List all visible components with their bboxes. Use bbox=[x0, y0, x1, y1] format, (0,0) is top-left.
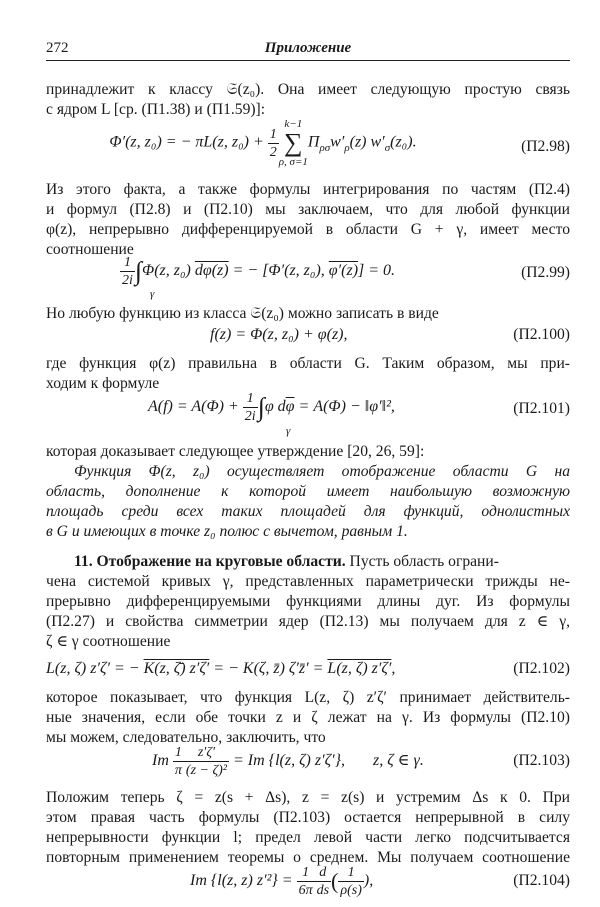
page-number: 272 bbox=[46, 40, 69, 56]
integral-subscript: γ bbox=[150, 288, 155, 300]
eq-term: L(z, ζ) z′ζ′ = − bbox=[46, 660, 144, 677]
eq-term: ), bbox=[363, 872, 374, 890]
eq-conjugate: dφ(z) bbox=[194, 262, 229, 280]
text-line: Из этого факта, а также формулы интегрирования по частям (П2.4) bbox=[46, 181, 570, 198]
frac-num: 1 bbox=[269, 126, 277, 142]
equation-number: (П2.102) bbox=[513, 660, 570, 677]
summation: k−1 ∑ ρ, σ=1 bbox=[278, 118, 308, 168]
fraction bbox=[338, 864, 364, 899]
eq-lhs: A(f) = A(Φ) + bbox=[148, 398, 243, 416]
eq-conjugate: L(z, ζ) z′ζ′ bbox=[327, 660, 392, 677]
eq-sub: σ bbox=[384, 141, 391, 154]
eq-term: Φ(z, z₀) bbox=[142, 262, 195, 280]
text-line: где функция φ(z) правильна в области G. Таким образом, мы при- bbox=[46, 355, 570, 372]
text-line: с ядром L [ср. (П1.38) и (П1.59)]: bbox=[46, 101, 266, 118]
eq-term: = Im {l(z, ζ) z′ζ′}, bbox=[229, 752, 345, 770]
text-line: прерывно дифференцируемыми функциями длины дуг. Из формулы bbox=[46, 593, 570, 610]
equation-number: (П2.99) bbox=[521, 264, 570, 281]
text-line: φ(z), непрерывно дифференцируемой в области G + γ, имеет место bbox=[46, 221, 570, 238]
theorem-line: область, дополнение к которой имеет наибольшую возможную bbox=[46, 483, 570, 500]
fraction bbox=[243, 390, 258, 425]
text-span: Пусть область ограни- bbox=[345, 553, 499, 570]
fraction bbox=[120, 254, 135, 289]
text-line: (П2.27) и свойства симметрии ядер (П2.13) мы получаем для z ∈ γ, bbox=[46, 613, 570, 630]
frac-num: 1 bbox=[297, 864, 315, 882]
text-line: ные значения, если обе точки z и ζ лежат на γ. Из формулы (П2.10) bbox=[46, 709, 570, 726]
eq-conjugate: φ′(z) bbox=[328, 262, 359, 280]
eq-term: = − [Φ′(z, z₀), bbox=[228, 262, 329, 280]
eq-sub: ρσ bbox=[319, 141, 331, 154]
eq-term: = − K(ζ, z̄) ζ′z̄′ = bbox=[209, 660, 328, 677]
page-header bbox=[46, 38, 570, 61]
eq-term: (z₀). bbox=[390, 133, 417, 151]
eq-term: ] = 0. bbox=[358, 262, 396, 280]
paren-open: ( bbox=[331, 868, 339, 894]
equation-number: (П2.98) bbox=[521, 138, 570, 155]
integral-subscript: γ bbox=[286, 425, 291, 437]
fraction bbox=[315, 864, 331, 899]
sum-lower: ρ, σ=1 bbox=[278, 156, 308, 168]
frac-den: 2 bbox=[269, 144, 277, 160]
text-line: ζ ∈ γ соотношение bbox=[46, 633, 171, 650]
running-head: Приложение bbox=[264, 40, 352, 56]
eq-conjugate: K(z, ζ̄) z′ζ′ bbox=[143, 660, 210, 677]
frac-den: 2i bbox=[244, 409, 256, 424]
text-line: которое показывает, что функция L(z, ζ) z′ζ′ принимает действитель- bbox=[46, 689, 570, 706]
frac-num: 1 bbox=[243, 390, 258, 408]
eq-lhs: Φ′(z, z₀) = − πL(z, z₀) + bbox=[109, 133, 268, 151]
text-line: повторным применением теоремы о среднем. Мы получаем соотношение bbox=[46, 849, 570, 866]
fraction bbox=[297, 864, 315, 899]
text-line: Положим теперь ζ = z(s + Δs), z = z(s) и устремим Δs к 0. При bbox=[46, 789, 570, 806]
theorem-line: площадь среди всех таких площадей для функций, однолистных bbox=[46, 503, 570, 520]
equation-number: (П2.100) bbox=[513, 326, 570, 343]
text-line: Но любую функцию из класса 𝔖(z₀) можно записать в виде bbox=[46, 305, 439, 322]
fraction bbox=[268, 126, 279, 161]
frac-den: 6π bbox=[298, 883, 313, 898]
text-line: непрерывности функции l; предел левой части легко подсчитывается bbox=[46, 829, 570, 846]
text-line: этом правая часть формулы (П2.103) остается непрерывной в силу bbox=[46, 809, 570, 826]
eq-term: Π bbox=[307, 133, 320, 151]
eq-term: z, ζ ∈ γ. bbox=[372, 752, 424, 770]
theorem-line: в G и имеющих в точке z₀ полюс с вычетом, равным 1. bbox=[46, 523, 408, 540]
eq-term: , bbox=[391, 660, 396, 677]
frac-den: (z − ζ)² bbox=[185, 763, 227, 778]
frac-den: 2i bbox=[122, 273, 133, 288]
section-title: 11. Отображение на круговые области. bbox=[74, 553, 346, 570]
text-line: и формул (П2.8) и (П2.10) мы заключаем, что для любой функции bbox=[46, 201, 570, 218]
text-line: ходим к формуле bbox=[46, 375, 160, 392]
equation-p2-101 bbox=[148, 390, 468, 425]
text-line: соотношение bbox=[46, 241, 134, 258]
sum-upper: k−1 bbox=[284, 118, 303, 130]
section-heading-line bbox=[46, 552, 570, 572]
eq-term: = A(Φ) − ‖φ′‖², bbox=[294, 398, 395, 416]
fraction bbox=[173, 744, 184, 779]
frac-num: 1 bbox=[120, 254, 135, 272]
equation-number: (П2.104) bbox=[513, 872, 570, 889]
equation-number: (П2.103) bbox=[513, 752, 570, 769]
eq-term: Im {l(z, z) z′²} = bbox=[190, 872, 297, 890]
integral-sign: ∫ bbox=[257, 392, 265, 422]
equation-p2-99 bbox=[120, 254, 490, 289]
text-line: мы можем, следовательно, заключить, что bbox=[46, 729, 326, 746]
equation-p2-103 bbox=[152, 744, 492, 779]
frac-num: d bbox=[315, 864, 331, 882]
frac-den: ds bbox=[316, 883, 330, 898]
equation-p2-98 bbox=[46, 118, 570, 168]
frac-den: ρ(s) bbox=[340, 883, 362, 898]
equation-p2-104 bbox=[190, 864, 490, 899]
frac-num: z′ζ′ bbox=[184, 744, 229, 762]
text-line: которая доказывает следующее утверждение [20, 26, 59]: bbox=[46, 443, 425, 460]
frac-den: π bbox=[174, 763, 182, 778]
eq-term: w′ bbox=[330, 133, 345, 151]
eq-term: φ d bbox=[264, 398, 286, 416]
integral-sign: ∫ bbox=[134, 256, 143, 286]
theorem-line: Функция Φ(z, z₀) осуществляет отображение области G на bbox=[74, 463, 570, 480]
text-line: чена системой кривых γ, представленных параметрически трижды не- bbox=[46, 573, 570, 590]
fraction bbox=[184, 744, 229, 779]
eq-term: (z) w′ bbox=[349, 133, 385, 151]
text-line: принадлежит к классу 𝔖(z₀). Она имеет следующую простую связь bbox=[46, 81, 570, 98]
frac-num: 1 bbox=[338, 864, 364, 882]
eq-term: Im bbox=[152, 752, 173, 770]
equation-p2-102 bbox=[46, 660, 486, 678]
eq-sub: ρ bbox=[344, 141, 350, 154]
equation-number: (П2.101) bbox=[513, 400, 570, 417]
frac-num: 1 bbox=[173, 744, 184, 762]
equation-p2-100: f(z) = Φ(z, z₀) + φ(z), bbox=[210, 326, 348, 343]
eq-conjugate: $\overline{\varphi}$ bbox=[285, 398, 295, 416]
